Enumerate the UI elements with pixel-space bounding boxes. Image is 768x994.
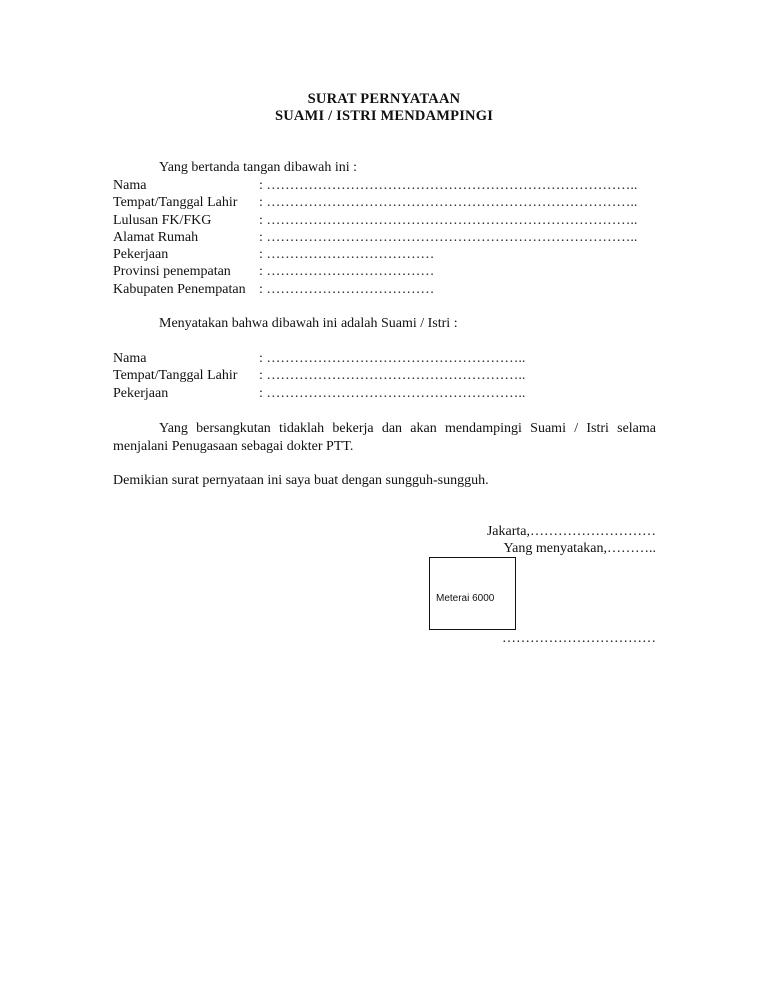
field-label: Kabupaten Penempatan [113, 281, 246, 297]
document-title: SURAT PERNYATAAN [307, 91, 461, 107]
spouse-fields [113, 350, 525, 402]
declaration-paragraph [113, 420, 656, 455]
field-label: Lulusan FK/FKG [113, 212, 212, 228]
intro-text: Yang bertanda tangan dibawah ini : [159, 160, 358, 175]
field-row-name [113, 350, 525, 367]
field-row-occupation [113, 246, 637, 263]
field-blank: : ……………………………… [259, 281, 435, 297]
declaration-text: Yang bersangkutan tidaklah bekerja dan akan mendampingi Suami / Istri selama menjalani Penugasaan sebagai dokter PTT. [113, 421, 656, 454]
field-blank: : ……………………………… [259, 247, 435, 263]
field-blank: : …………………………………………………………………….. [259, 195, 638, 211]
field-blank: : ……………………………………………….. [259, 385, 526, 401]
field-blank: : …………………………………………………………………….. [259, 229, 638, 245]
signature-name-line: …………………………… [502, 631, 656, 646]
field-row-province [113, 263, 637, 280]
field-label: Provinsi penempatan [113, 264, 231, 280]
field-label: Tempat/Tanggal Lahir [113, 368, 238, 384]
field-blank: : ……………………………… [259, 264, 435, 280]
field-label: Tempat/Tanggal Lahir [113, 195, 238, 211]
field-blank: : ……………………………………………….. [259, 368, 526, 384]
field-row-graduate [113, 212, 637, 229]
field-label: Nama [113, 351, 147, 366]
document-subtitle: SUAMI / ISTRI MENDAMPINGI [274, 108, 494, 124]
statement-text: Menyatakan bahwa dibawah ini adalah Suami / Istri : [159, 316, 458, 331]
signer-fields [113, 177, 637, 298]
closing-text: Demikian surat pernyataan ini saya buat dengan sungguh-sungguh. [113, 473, 489, 488]
field-row-occupation [113, 385, 525, 402]
field-row-birth [113, 194, 637, 211]
field-label: Nama [113, 178, 147, 193]
declarant-label: Yang menyatakan,……….. [503, 541, 656, 556]
field-row-birth [113, 367, 525, 384]
field-label: Alamat Rumah [113, 229, 199, 245]
stamp-duty-label: Meterai 6000 [436, 593, 495, 604]
field-blank: : ……………………………………………….. [259, 351, 526, 366]
field-label: Pekerjaan [113, 247, 169, 263]
field-blank: : …………………………………………………………………….. [259, 178, 638, 193]
field-blank: : …………………………………………………………………….. [259, 212, 638, 228]
field-row-address [113, 229, 637, 246]
field-label: Pekerjaan [113, 385, 169, 401]
field-row-regency [113, 281, 637, 298]
field-row-name [113, 177, 637, 194]
place-date: Jakarta,……………………… [486, 524, 656, 539]
